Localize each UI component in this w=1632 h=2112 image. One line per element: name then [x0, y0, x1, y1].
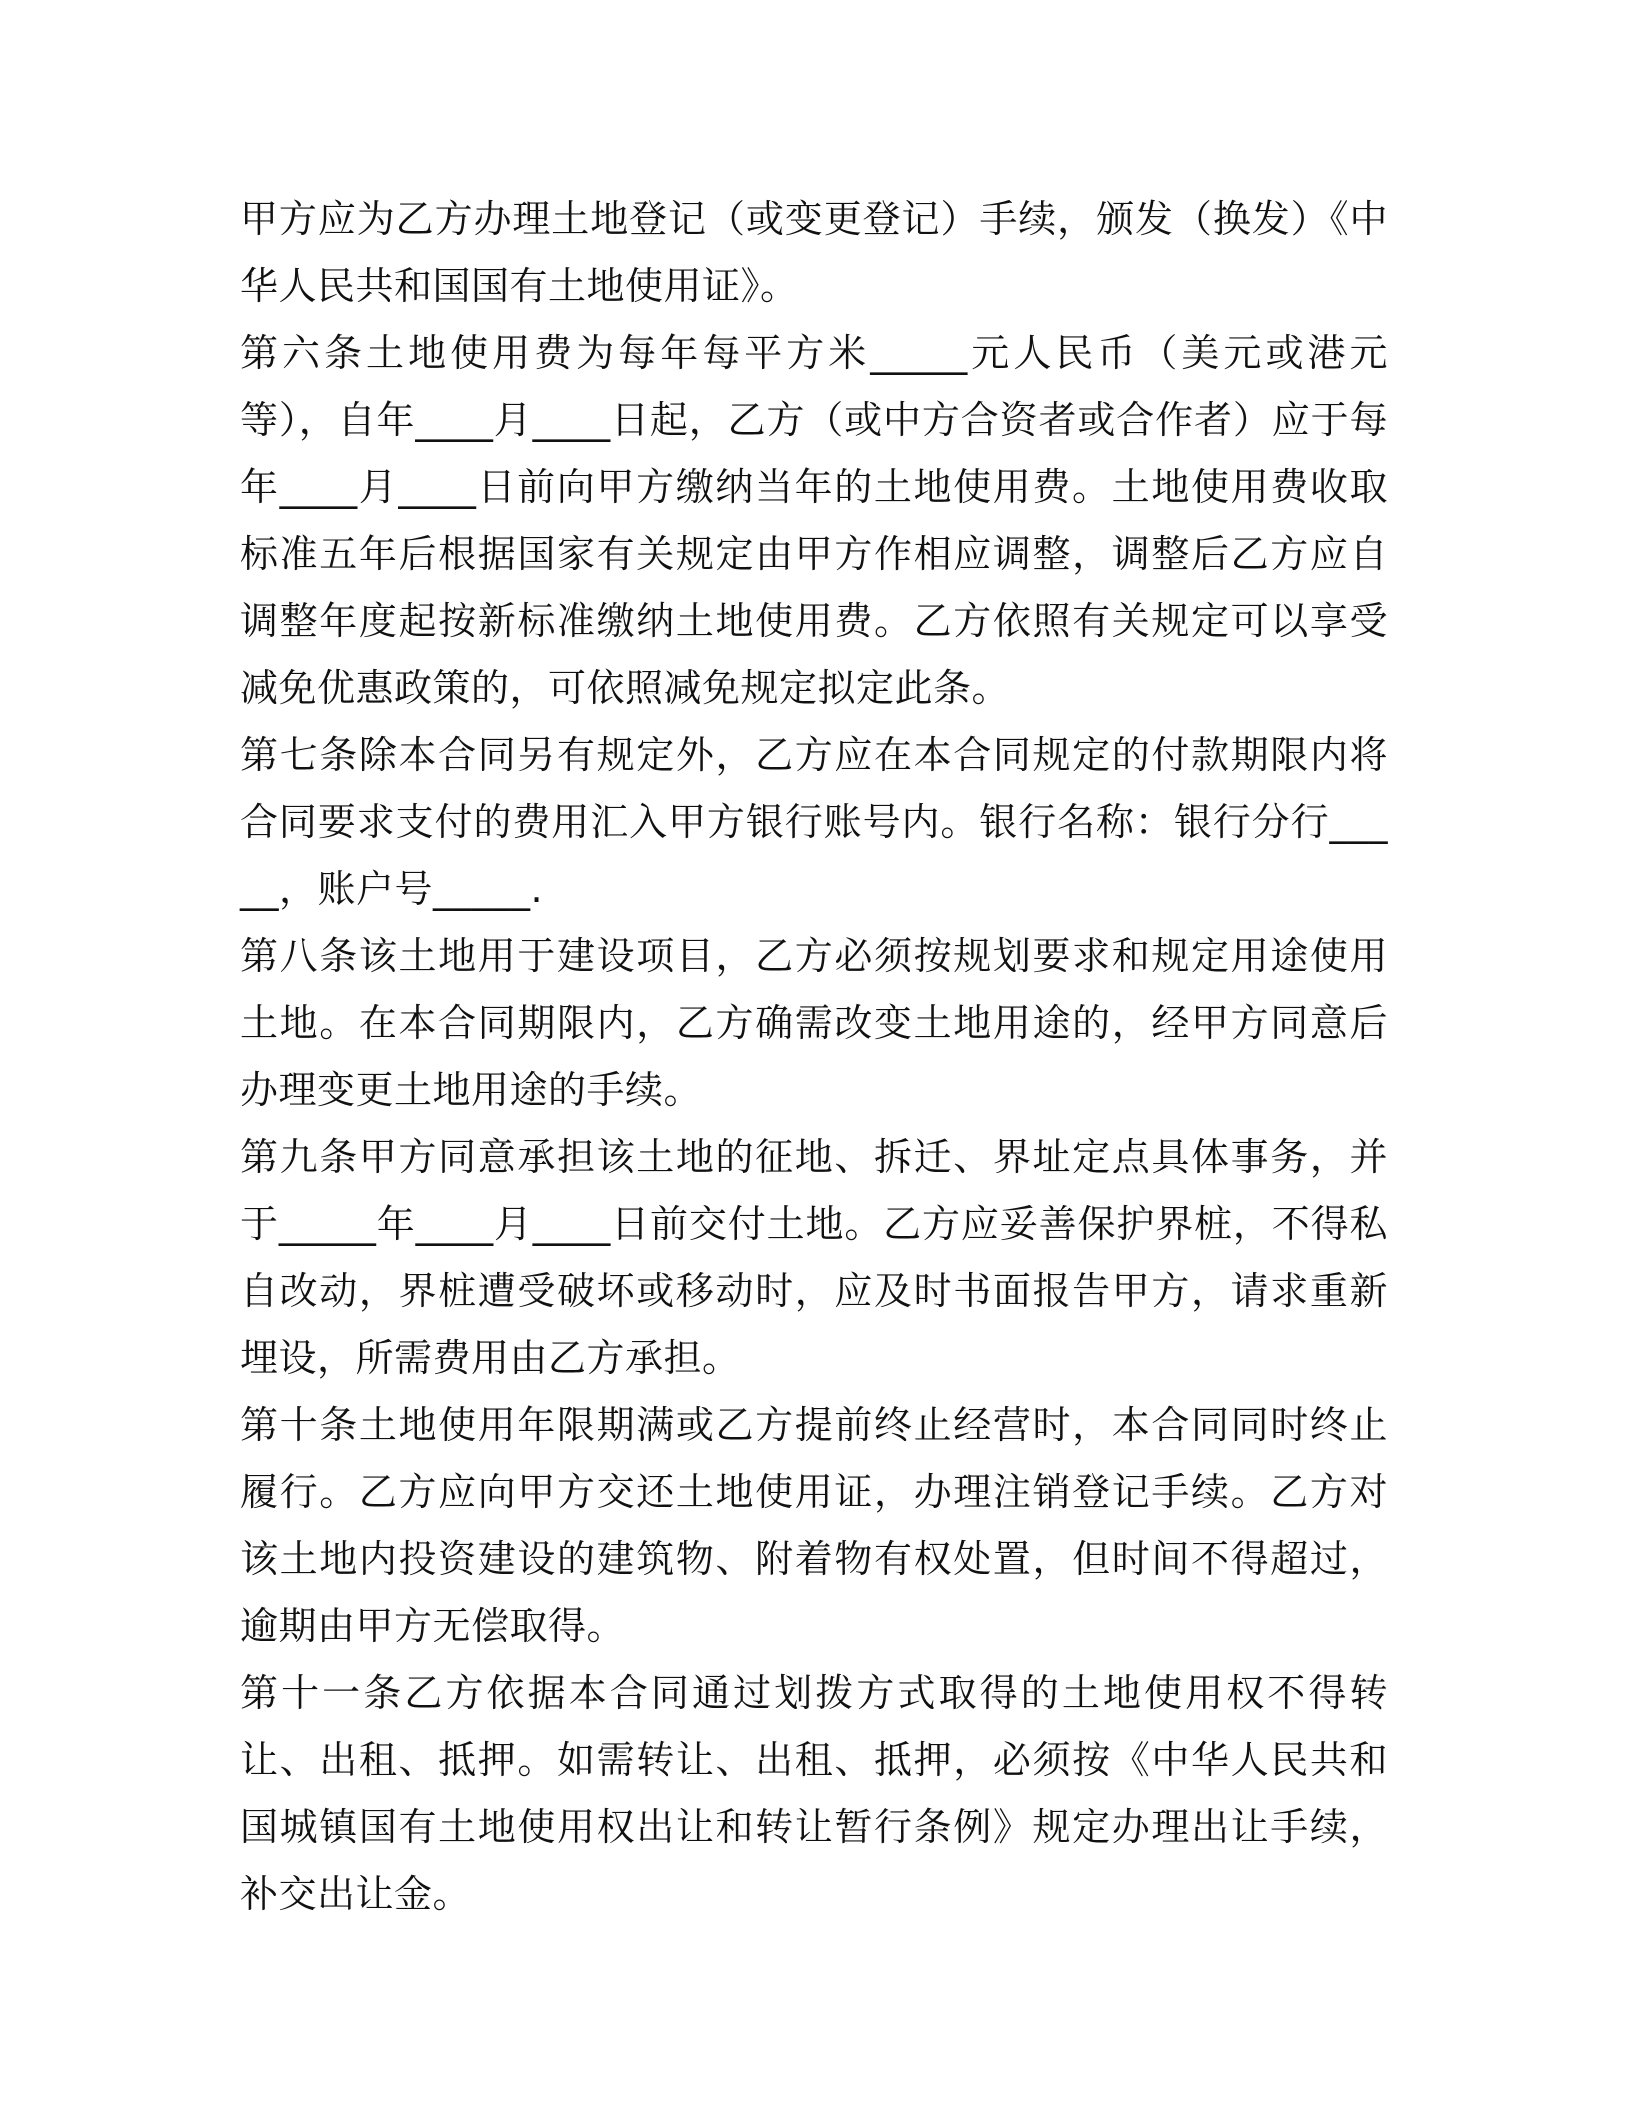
- paragraph-article-10: 第十条土地使用年限期满或乙方提前终止经营时，本合同同时终止履行。乙方应向甲方交还土地使用证，办理注销登记手续。乙方对该土地内投资建设的建筑物、附着物有权处置，但时间不得超过，逾期由甲方无偿取得。: [240, 1403, 1388, 1648]
- paragraph-article-11: 第十一条乙方依据本合同通过划拨方式取得的土地使用权不得转让、出租、抵押。如需转让、出租、抵押，必须按《中华人民共和国城镇国有土地使用权出让和转让暂行条例》规定办理出让手续，补交出让金。: [240, 1671, 1388, 1916]
- paragraph-article-7: 第七条除本合同另有规定外，乙方应在本合同规定的付款期限内将合同要求支付的费用汇入甲方银行账号内。银行名称：银行分行_____，账户号_____.: [240, 733, 1388, 911]
- document-body: [240, 186, 1388, 1928]
- paragraph-article-8: 第八条该土地用于建设项目，乙方必须按规划要求和规定用途使用土地。在本合同期限内，乙方确需改变土地用途的，经甲方同意后办理变更土地用途的手续。: [240, 934, 1388, 1112]
- paragraph-land-registration: 甲方应为乙方办理土地登记（或变更登记）手续，颁发（换发）《中华人民共和国国有土地使用证》。: [240, 197, 1388, 308]
- paragraph-article-6: 第六条土地使用费为每年每平方米_____元人民币（美元或港元等），自年____月____日起，乙方（或中方合资者或合作者）应于每年____月____日前向甲方缴纳当年的土地使用费。土地使用费收取标准五年后根据国家有关规定由甲方作相应调整，调整后乙方应自调整年度起按新标准缴纳土地使用费。乙方依照有关规定可以享受减免优惠政策的，可依照减免规定拟定此条。: [240, 331, 1388, 710]
- paragraph-article-9: 第九条甲方同意承担该土地的征地、拆迁、界址定点具体事务，并于_____年____月____日前交付土地。乙方应妥善保护界桩，不得私自改动，界桩遭受破坏或移动时，应及时书面报告甲方，请求重新埋设，所需费用由乙方承担。: [240, 1135, 1388, 1380]
